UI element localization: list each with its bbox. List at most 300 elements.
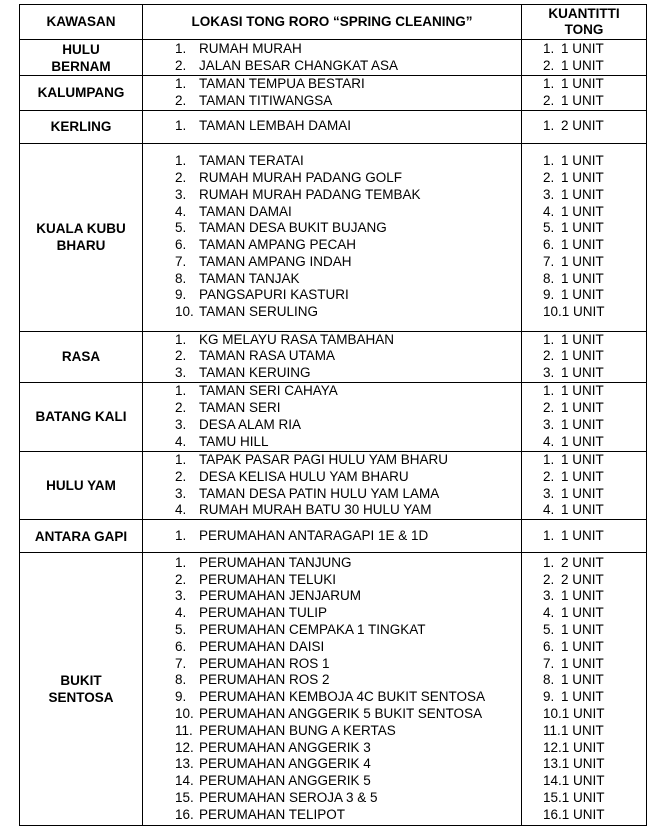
- quantity-number: 5.: [543, 220, 555, 236]
- location-name: PERUMAHAN JENJARUM: [199, 588, 362, 604]
- location-number: 2.: [175, 571, 187, 587]
- quantity-value: 1 UNIT: [561, 365, 604, 381]
- location-item: [175, 486, 521, 503]
- quantity-item: [543, 170, 646, 187]
- quantity-number: 8.: [543, 672, 555, 688]
- quantity-item: [543, 153, 646, 170]
- quantity-number: 2.: [543, 468, 555, 484]
- quantity-item: [543, 41, 646, 58]
- location-name: TAMAN SERI: [199, 400, 281, 416]
- header-quantity-line1: KUANTITTI: [548, 6, 620, 21]
- location-name: TAMAN AMPANG PECAH: [199, 237, 357, 253]
- location-name: TAMAN SERULING: [199, 304, 319, 320]
- quantity-item: [543, 773, 646, 790]
- quantity-item: [543, 348, 646, 365]
- quantity-value: 1 UNIT: [561, 331, 604, 347]
- quantity-number: 13.: [543, 756, 562, 772]
- quantity-item: [543, 400, 646, 417]
- quantity-value: 1 UNIT: [561, 270, 604, 286]
- quantity-number: 6.: [543, 638, 555, 654]
- location-item: [175, 740, 521, 757]
- quantity-value: 1 UNIT: [561, 287, 604, 303]
- location-name: RUMAH MURAH PADANG TEMBAK: [199, 186, 421, 202]
- location-name: PERUMAHAN SEROJA 3 & 5: [199, 789, 378, 805]
- quantity-value: 1 UNIT: [561, 304, 605, 320]
- location-item: [175, 400, 521, 417]
- quantity-item: [543, 76, 646, 93]
- quantity-item: [543, 220, 646, 237]
- quantity-item: [543, 672, 646, 689]
- area-name-cell: [20, 451, 143, 519]
- quantity-value: 1 UNIT: [561, 588, 604, 604]
- quantity-value: 1 UNIT: [561, 76, 604, 91]
- location-list-cell: [143, 40, 522, 76]
- quantity-value: 1 UNIT: [561, 502, 604, 518]
- quantity-number: 2.: [543, 571, 555, 587]
- quantity-item: [543, 304, 646, 321]
- quantity-number: 2.: [543, 92, 555, 108]
- quantity-item: [543, 756, 646, 773]
- location-item: [175, 204, 521, 221]
- location-item: [175, 187, 521, 204]
- quantity-item: [543, 187, 646, 204]
- location-name: TAMAN DESA PATIN HULU YAM LAMA: [199, 485, 440, 501]
- quantity-item: [543, 204, 646, 221]
- location-number: 11.: [175, 722, 193, 738]
- table-header-row: [20, 5, 647, 40]
- area-name-cell: [20, 331, 143, 382]
- location-number: 2.: [175, 400, 187, 416]
- location-number: 1.: [175, 118, 187, 134]
- location-name: PERUMAHAN ANGGERIK 3: [199, 739, 371, 755]
- quantity-item: [543, 706, 646, 723]
- location-number: 2.: [175, 92, 187, 108]
- quantity-item: [543, 605, 646, 622]
- location-item: [175, 656, 521, 673]
- table-body: [20, 40, 647, 826]
- area-name-line: ANTARA GAPI: [34, 528, 128, 544]
- location-number: 4.: [175, 502, 187, 518]
- location-number: 2.: [175, 468, 187, 484]
- quantity-number: 2.: [543, 169, 555, 185]
- area-name-line: BHARU: [56, 238, 106, 254]
- quantity-number: 7.: [543, 655, 555, 671]
- location-number: 16.: [175, 806, 194, 822]
- quantity-value: 1 UNIT: [561, 773, 605, 789]
- location-item: [175, 237, 521, 254]
- quantity-item: [543, 555, 646, 572]
- location-number: 5.: [175, 220, 187, 236]
- location-item: [175, 170, 521, 187]
- area-name-line: HULU YAM: [46, 478, 116, 494]
- area-name-cell: [20, 40, 143, 76]
- quantity-item: [543, 639, 646, 656]
- location-item: [175, 348, 521, 365]
- location-item: [175, 383, 521, 400]
- quantity-item: [543, 365, 646, 382]
- location-item: [175, 639, 521, 656]
- area-name-line: KERLING: [50, 119, 112, 135]
- location-name: PERUMAHAN BUNG A KERTAS: [199, 722, 396, 738]
- quantity-value: 1 UNIT: [561, 237, 604, 253]
- quantity-number: 8.: [543, 270, 555, 286]
- quantity-value: 1 UNIT: [561, 186, 604, 202]
- location-number: 1.: [175, 527, 187, 543]
- location-number: 3.: [175, 365, 187, 381]
- table-row: [20, 520, 647, 553]
- location-name: TAMAN SERI CAHAYA: [199, 383, 338, 399]
- location-name: PANGSAPURI KASTURI: [199, 287, 349, 303]
- quantity-value: 2 UNIT: [561, 571, 604, 587]
- area-name-cell: [20, 382, 143, 451]
- quantity-value: 1 UNIT: [561, 253, 604, 269]
- quantity-item: [543, 723, 646, 740]
- location-item: [175, 271, 521, 288]
- quantity-number: 11.: [543, 722, 561, 738]
- area-name-line: KUALA KUBU: [36, 221, 126, 237]
- quantity-item: [543, 271, 646, 288]
- quantity-value: 1 UNIT: [561, 57, 604, 73]
- location-name: PERUMAHAN TULIP: [199, 605, 328, 621]
- location-item: [175, 469, 521, 486]
- quantity-number: 1.: [543, 451, 555, 467]
- location-name: RUMAH MURAH PADANG GOLF: [199, 169, 403, 185]
- location-item: [175, 605, 521, 622]
- location-name: PERUMAHAN ANGGERIK 5 BUKIT SENTOSA: [199, 705, 483, 721]
- area-name-cell: [20, 110, 143, 143]
- quantity-item: [543, 332, 646, 349]
- quantity-list-cell: [522, 40, 647, 76]
- quantity-number: 9.: [543, 689, 555, 705]
- quantity-number: 1.: [543, 153, 555, 169]
- quantity-list-cell: [522, 331, 647, 382]
- location-name: PERUMAHAN ANGGERIK 4: [199, 756, 371, 772]
- location-number: 1.: [175, 153, 187, 169]
- location-number: 4.: [175, 605, 187, 621]
- location-item: [175, 417, 521, 434]
- quantity-value: 1 UNIT: [561, 468, 604, 484]
- location-number: 1.: [175, 451, 187, 467]
- quantity-list-cell: [522, 382, 647, 451]
- location-list-cell: [143, 143, 522, 331]
- quantity-value: 1 UNIT: [561, 527, 604, 543]
- location-name: TAMAN RASA UTAMA: [199, 348, 336, 364]
- header-location: LOKASI TONG RORO “SPRING CLEANING”: [143, 5, 522, 40]
- location-number: 9.: [175, 689, 187, 705]
- quantity-value: 1 UNIT: [561, 789, 605, 805]
- location-number: 6.: [175, 638, 187, 654]
- quantity-number: 3.: [543, 588, 555, 604]
- location-list-cell: [143, 520, 522, 553]
- location-name: PERUMAHAN TANJUNG: [199, 554, 352, 570]
- area-name-line: KALUMPANG: [37, 85, 125, 101]
- quantity-list-cell: [522, 520, 647, 553]
- location-name: TAMAN TEMPUA BESTARI: [199, 76, 365, 91]
- quantity-number: 1.: [543, 527, 555, 543]
- table-row: [20, 451, 647, 519]
- quantity-number: 15.: [543, 789, 562, 805]
- quantity-item: [543, 383, 646, 400]
- location-name: RUMAH MURAH: [199, 40, 302, 56]
- quantity-value: 1 UNIT: [561, 416, 604, 432]
- location-number: 14.: [175, 773, 194, 789]
- location-name: KG MELAYU RASA TAMBAHAN: [199, 331, 395, 347]
- area-name-cell: [20, 520, 143, 553]
- location-name: RUMAH MURAH BATU 30 HULU YAM: [199, 502, 432, 518]
- location-number: 1.: [175, 40, 187, 56]
- table-row: [20, 76, 647, 111]
- location-name: TAMAN TITIWANGSA: [199, 92, 333, 108]
- quantity-number: 7.: [543, 253, 555, 269]
- location-number: 6.: [175, 237, 187, 253]
- location-name: PERUMAHAN DAISI: [199, 638, 325, 654]
- quantity-number: 10.: [543, 304, 562, 320]
- quantity-number: 2.: [543, 57, 555, 73]
- quantity-item: [543, 790, 646, 807]
- location-name: PERUMAHAN ANGGERIK 5: [199, 773, 371, 789]
- location-name: PERUMAHAN ANTARAGAPI 1E & 1D: [199, 527, 429, 543]
- location-item: [175, 332, 521, 349]
- location-name: TAMAN LEMBAH DAMAI: [199, 118, 352, 134]
- location-item: [175, 502, 521, 519]
- location-number: 2.: [175, 57, 187, 73]
- location-name: TAMAN DESA BUKIT BUJANG: [199, 220, 387, 236]
- quantity-value: 1 UNIT: [561, 605, 604, 621]
- quantity-value: 1 UNIT: [561, 689, 604, 705]
- quantity-value: 1 UNIT: [561, 451, 604, 467]
- quantity-number: 16.: [543, 806, 562, 822]
- area-name-cell: [20, 143, 143, 331]
- quantity-number: 6.: [543, 237, 555, 253]
- location-list-cell: [143, 76, 522, 111]
- quantity-value: 1 UNIT: [561, 739, 605, 755]
- quantity-value: 1 UNIT: [561, 40, 604, 56]
- location-name: TAMAN TANJAK: [199, 270, 300, 286]
- location-name: PERUMAHAN ROS 1: [199, 655, 330, 671]
- location-name: TAPAK PASAR PAGI HULU YAM BHARU: [199, 451, 449, 467]
- location-item: [175, 773, 521, 790]
- location-number: 7.: [175, 253, 187, 269]
- quantity-item: [543, 417, 646, 434]
- location-list-cell: [143, 110, 522, 143]
- header-quantity: [522, 5, 647, 40]
- location-name: TAMU HILL: [199, 433, 269, 449]
- location-item: [175, 304, 521, 321]
- quantity-value: 1 UNIT: [561, 756, 605, 772]
- quantity-value: 1 UNIT: [561, 153, 604, 169]
- location-name: DESA ALAM RIA: [199, 416, 302, 432]
- location-number: 9.: [175, 287, 187, 303]
- location-item: [175, 254, 521, 271]
- quantity-number: 12.: [543, 739, 562, 755]
- quantity-list-cell: [522, 553, 647, 826]
- area-name-line: BATANG KALI: [35, 409, 127, 425]
- location-item: [175, 572, 521, 589]
- location-number: 4.: [175, 203, 187, 219]
- location-item: [175, 287, 521, 304]
- location-item: [175, 790, 521, 807]
- location-number: 4.: [175, 433, 187, 449]
- location-name: TAMAN TERATAI: [199, 153, 304, 169]
- area-name-cell: [20, 76, 143, 111]
- quantity-value: 1 UNIT: [561, 705, 605, 721]
- quantity-item: [543, 588, 646, 605]
- quantity-item: [543, 740, 646, 757]
- quantity-item: [543, 118, 646, 135]
- location-item: [175, 434, 521, 451]
- location-item: [175, 93, 521, 110]
- quantity-number: 2.: [543, 400, 555, 416]
- location-list-cell: [143, 451, 522, 519]
- location-number: 3.: [175, 588, 187, 604]
- quantity-item: [543, 93, 646, 110]
- quantity-number: 14.: [543, 773, 562, 789]
- quantity-item: [543, 572, 646, 589]
- location-name: DESA KELISA HULU YAM BHARU: [199, 468, 409, 484]
- quantity-number: 4.: [543, 433, 555, 449]
- quantity-item: [543, 622, 646, 639]
- location-item: [175, 756, 521, 773]
- quantity-list-cell: [522, 451, 647, 519]
- quantity-number: 5.: [543, 621, 555, 637]
- quantity-number: 3.: [543, 485, 555, 501]
- location-number: 10.: [175, 705, 194, 721]
- header-area: KAWASAN: [20, 5, 143, 40]
- quantity-number: 4.: [543, 502, 555, 518]
- quantity-item: [543, 237, 646, 254]
- quantity-number: 1.: [543, 554, 555, 570]
- location-item: [175, 365, 521, 382]
- quantity-value: 1 UNIT: [561, 220, 604, 236]
- quantity-value: 1 UNIT: [561, 92, 604, 108]
- location-number: 2.: [175, 169, 187, 185]
- location-name: TAMAN AMPANG INDAH: [199, 253, 352, 269]
- location-number: 1.: [175, 554, 187, 570]
- location-number: 3.: [175, 416, 187, 432]
- quantity-value: 1 UNIT: [561, 203, 604, 219]
- header-quantity-line2: TONG: [564, 22, 604, 37]
- location-number: 7.: [175, 655, 187, 671]
- location-number: 12.: [175, 739, 194, 755]
- quantity-item: [543, 254, 646, 271]
- location-number: 3.: [175, 186, 187, 202]
- quantity-value: 1 UNIT: [561, 348, 604, 364]
- location-number: 8.: [175, 270, 187, 286]
- quantity-value: 2 UNIT: [561, 554, 604, 570]
- quantity-number: 1.: [543, 331, 555, 347]
- quantity-number: 3.: [543, 416, 555, 432]
- location-item: [175, 555, 521, 572]
- quantity-item: [543, 469, 646, 486]
- quantity-number: 3.: [543, 186, 555, 202]
- quantity-item: [543, 287, 646, 304]
- quantity-value: 1 UNIT: [561, 433, 604, 449]
- location-item: [175, 41, 521, 58]
- quantity-value: 1 UNIT: [561, 169, 604, 185]
- location-item: [175, 672, 521, 689]
- location-item: [175, 153, 521, 170]
- table-row: [20, 331, 647, 382]
- quantity-item: [543, 689, 646, 706]
- location-name: TAMAN KERUING: [199, 365, 311, 381]
- quantity-number: 2.: [543, 348, 555, 364]
- location-name: PERUMAHAN TELUKI: [199, 571, 337, 587]
- location-number: 3.: [175, 485, 187, 501]
- quantity-number: 1.: [543, 118, 555, 134]
- location-list-cell: [143, 382, 522, 451]
- location-name: PERUMAHAN TELIPOT: [199, 806, 346, 822]
- quantity-item: [543, 502, 646, 519]
- quantity-item: [543, 452, 646, 469]
- location-name: PERUMAHAN CEMPAKA 1 TINGKAT: [199, 621, 426, 637]
- area-name-cell: [20, 553, 143, 826]
- area-name-line: BERNAM: [51, 58, 111, 74]
- quantity-number: 1.: [543, 40, 555, 56]
- location-item: [175, 528, 521, 545]
- location-item: [175, 58, 521, 75]
- location-item: [175, 807, 521, 824]
- quantity-list-cell: [522, 143, 647, 331]
- table-row: [20, 553, 647, 826]
- table-row: [20, 382, 647, 451]
- location-item: [175, 723, 521, 740]
- location-list-cell: [143, 331, 522, 382]
- quantity-list-cell: [522, 76, 647, 111]
- quantity-value: 1 UNIT: [561, 621, 604, 637]
- location-number: 1.: [175, 331, 187, 347]
- location-number: 15.: [175, 789, 194, 805]
- quantity-number: 3.: [543, 365, 555, 381]
- table-row: [20, 110, 647, 143]
- quantity-value: 1 UNIT: [561, 672, 604, 688]
- location-item: [175, 220, 521, 237]
- quantity-list-cell: [522, 110, 647, 143]
- location-name: PERUMAHAN KEMBOJA 4C BUKIT SENTOSA: [199, 689, 486, 705]
- area-name-line: RASA: [61, 349, 101, 365]
- location-name: TAMAN DAMAI: [199, 203, 292, 219]
- location-name: PERUMAHAN ROS 2: [199, 672, 330, 688]
- quantity-value: 1 UNIT: [561, 655, 604, 671]
- location-number: 10.: [175, 304, 194, 320]
- location-number: 1.: [175, 76, 187, 91]
- quantity-value: 1 UNIT: [561, 638, 604, 654]
- quantity-value: 1 UNIT: [561, 383, 604, 399]
- quantity-number: 10.: [543, 705, 562, 721]
- quantity-number: 4.: [543, 605, 555, 621]
- quantity-value: 1 UNIT: [561, 485, 604, 501]
- location-number: 8.: [175, 672, 187, 688]
- location-number: 2.: [175, 348, 187, 364]
- bin-location-table: [19, 4, 647, 826]
- quantity-item: [543, 434, 646, 451]
- location-item: [175, 118, 521, 135]
- quantity-item: [543, 656, 646, 673]
- location-name: JALAN BESAR CHANGKAT ASA: [199, 57, 399, 73]
- location-item: [175, 76, 521, 93]
- location-number: 5.: [175, 621, 187, 637]
- quantity-number: 9.: [543, 287, 555, 303]
- area-name-line: SENTOSA: [48, 690, 114, 706]
- location-list-cell: [143, 553, 522, 826]
- quantity-number: 1.: [543, 383, 555, 399]
- quantity-value: 1 UNIT: [561, 400, 604, 416]
- quantity-item: [543, 807, 646, 824]
- quantity-number: 4.: [543, 203, 555, 219]
- quantity-item: [543, 486, 646, 503]
- quantity-item: [543, 528, 646, 545]
- location-item: [175, 689, 521, 706]
- location-item: [175, 588, 521, 605]
